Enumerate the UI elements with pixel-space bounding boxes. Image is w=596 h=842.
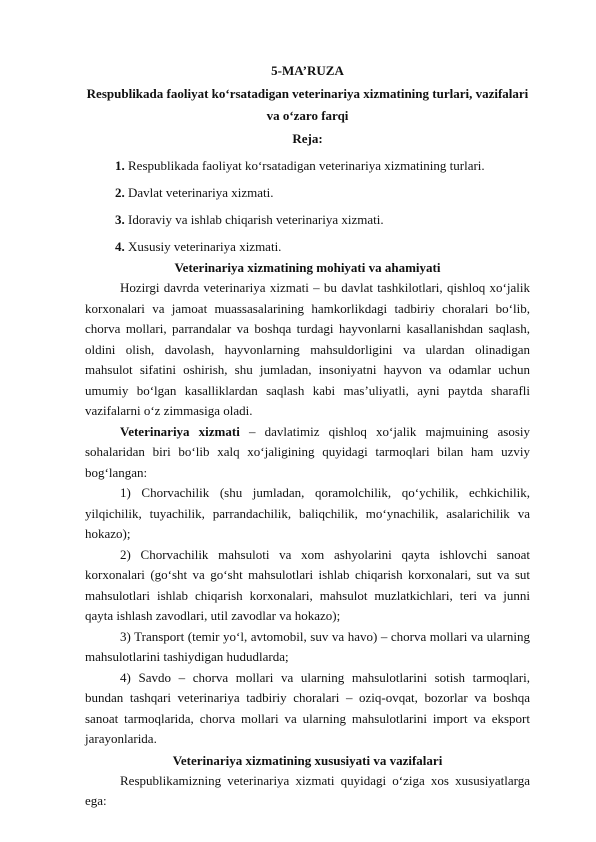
plan-item-number: 3. [115,212,125,227]
paragraph-branches-intro [85,422,530,484]
document-page [85,60,530,812]
plan-item [115,182,530,203]
branch-item-processing: 2) Chorvachilik mahsuloti va xom ashyolarini qayta ishlovchi sanoat korxonalari (go‘sht va go‘sht mahsulotlari ishlab chiqarish korxonalari, sut va sut mahsulotlari ishlab chiqarish korxonalari, mahsulot muzlatkichlari, teri va junni qayta ishlash zavodlari, util zavodlar va hokazo); [85,546,530,623]
section-heading-essence: Veterinariya xizmatining mohiyati va ahamiyati [174,260,441,275]
plan-item-text: Respublikada faoliyat ko‘rsatadigan veterinariya xizmatining turlari. [128,158,485,173]
lecture-number: 5-MA’RUZA [271,63,344,78]
branches-intro-text: – davlatimiz qishloq xo‘jalik majmuining asosiy sohalaridan biri bo‘lib xalq xo‘jaligining quyidagi tarmoqlari bilan ham uzviy bog‘langan: [85,423,530,480]
plan-item [115,236,530,257]
plan-item-number: 2. [115,185,125,200]
lecture-title: Respublikada faoliyat ko‘rsatadigan veterinariya xizmatining turlari, vazifalari va o‘zaro farqi [86,86,529,123]
plan-item [115,155,530,176]
paragraph-definition: Hozirgi davrda veterinariya xizmati – bu davlat tashkilotlari, qishloq xo‘jalik korxonalari va jamoat muassasalarining hamkorlikdagi tadbiriy choralari bo‘lib, chorva mollari, parrandalar va boshqa turdagi hayvonlarni kasallanishdan saqlash, oldini olish, davolash, hayvonlarning mahsuldorligini va ulardan olinadigan mahsulot sifatini oshirish, shu jumladan, insoniyatni hayvon va odamlar uchun umumiy bo‘lgan kasalliklardan saqlash kabi mas’uliyatli, ayni paytda sharafli vazifalarni o‘z zimmasiga oladi. [85,280,530,418]
branch-item-transport: 3) Transport (temir yo‘l, avtomobil, suv va havo) – chorva mollari va ularning mahsulotlarini tashiydigan hududlarda; [85,628,530,664]
plan-item-text: Davlat veterinariya xizmati. [128,185,274,200]
branch-item-trade: 4) Savdo – chorva mollari va ularning mahsulotlarini sotish tarmoqlari, bundan tashqari veterinariya tadbiriy choralari – oziq-ovqat, bozorlar va boshqa sanoat tarmoqlarida, chorva mollari va ularning mahsulotlarini import va eksport jarayonlarida. [85,669,530,746]
paragraph-features-intro: Respublikamizning veterinariya xizmati quyidagi o‘ziga xos xususiyatlarga ega: [85,772,530,808]
branch-item-livestock: 1) Chorvachilik (shu jumladan, qoramolchilik, qo‘ychilik, echkichilik, yilqichilik, tuyachilik, parrandachilik, baliqchilik, mo‘ynachilik, asalarichilik va hokazo); [85,485,530,541]
plan-heading: Reja: [292,131,323,146]
plan-item-number: 1. [115,158,125,173]
plan-item [115,209,530,230]
term-veterinary-service: Veterinariya xizmati [120,423,240,439]
plan-list [85,155,530,257]
section-heading-features: Veterinariya xizmatining xususiyati va vazifalari [172,752,443,768]
plan-item-text: Xususiy veterinariya xizmati. [128,239,282,254]
plan-item-number: 4. [115,239,125,254]
plan-item-text: Idoraviy va ishlab chiqarish veterinariya xizmati. [128,212,384,227]
